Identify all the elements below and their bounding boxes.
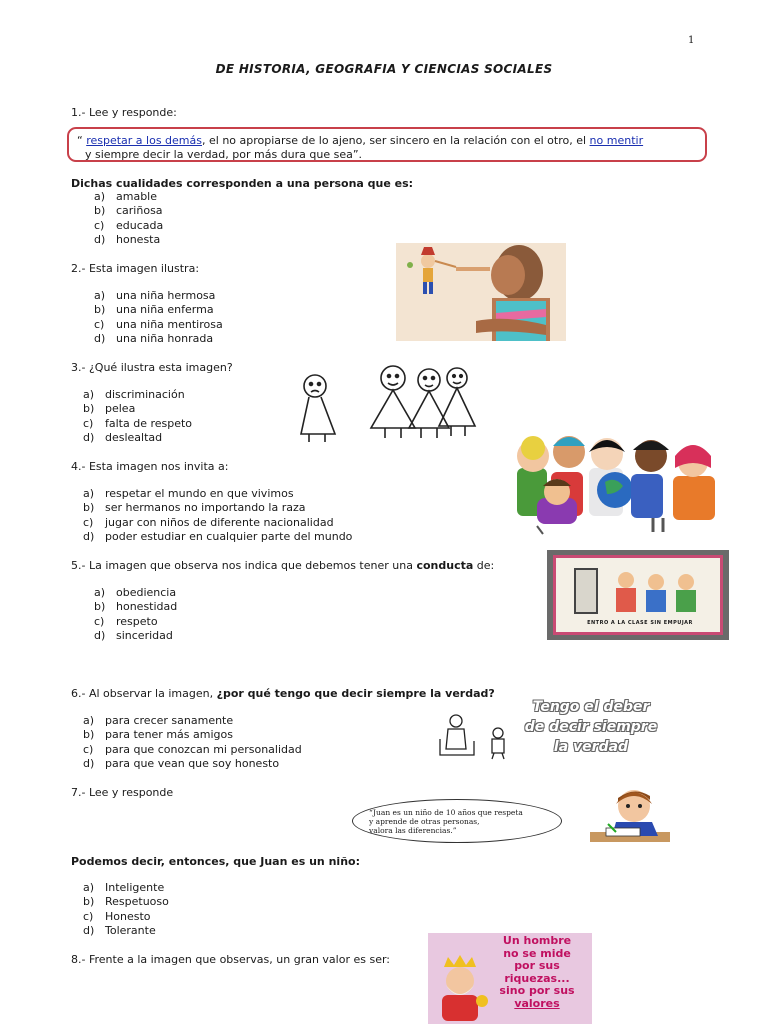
list-item: b) Respetuoso (83, 895, 169, 909)
page-number: 1 (688, 35, 695, 46)
speech-bubble-text: “Juan es un niño de 10 años que respeta y aprende de otras personas, valora las diferencias.” (369, 808, 523, 835)
question-4-options (83, 487, 352, 544)
question-7-options (83, 881, 169, 938)
page-title: DE HISTORIA, GEOGRAFIA Y CIENCIAS SOCIALES (215, 62, 553, 76)
list-item: b) una niña enferma (94, 303, 214, 317)
list-item: a) amable (94, 190, 158, 203)
question-2-label: 2.- Esta imagen ilustra: (71, 262, 200, 275)
list-item: b) para tener más amigos (83, 728, 233, 742)
list-item: c) jugar con niños de diferente nacionalidad (83, 515, 334, 529)
speech-bubble (352, 799, 562, 843)
quote-open: “ (77, 134, 87, 147)
child-body-1 (616, 588, 636, 612)
list-item: a) Inteligente (83, 881, 165, 894)
question-1-label: 1.- Lee y responde: (71, 106, 177, 119)
stick-figures-image (291, 362, 481, 444)
list-item: c) respeto (94, 614, 158, 628)
question-5-options (94, 586, 177, 643)
list-item: b) ser hermanos no importando la raza (83, 501, 306, 515)
list-item: c) una niña mentirosa (94, 317, 223, 331)
list-item: c) para que conozcan mi personalidad (83, 742, 302, 756)
quote-line-2: y siempre decir la verdad, por más dura que sea”. (85, 148, 363, 161)
list-item: a) para crecer sanamente (83, 714, 234, 727)
question-6-options (83, 714, 302, 771)
question-4-label: 4.- Esta imagen nos invita a: (71, 460, 229, 473)
poster-frame (553, 555, 723, 635)
classroom-poster-image (547, 550, 729, 640)
question-7-prompt: Podemos decir, entonces, que Juan es un niño: (71, 855, 360, 868)
question-8-label: 8.- Frente a la imagen que observas, un gran valor es ser: (71, 953, 391, 966)
diverse-children-image (513, 428, 721, 536)
door-icon (574, 568, 598, 614)
child-head-2 (648, 574, 664, 590)
question-3-label: 3.- ¿Qué ilustra esta imagen? (71, 361, 233, 374)
question-6-label: 6.- Al observar la imagen, ¿por qué tengo que decir siempre la verdad? (71, 687, 495, 700)
quote-link-no-mentir[interactable]: no mentir (589, 134, 644, 147)
question-5-label: 5.- La imagen que observa nos indica que debemos tener una conducta de: (71, 559, 495, 572)
question-1-prompt: Dichas cualidades corresponden a una persona que es: (71, 177, 414, 190)
question-3-options (83, 388, 192, 445)
list-item: d) honesta (94, 232, 161, 246)
list-item: c) falta de respeto (83, 416, 193, 430)
quote-line-1 (77, 134, 643, 147)
list-item: d) Tolerante (83, 923, 156, 937)
child-body-3 (676, 590, 696, 612)
pinocchio-girl-illustration (396, 243, 566, 341)
list-item: a) obediencia (94, 586, 177, 599)
list-item: a) una niña hermosa (94, 289, 216, 302)
list-item: d) poder estudiar en cualquier parte del mundo (83, 529, 353, 543)
list-item: d) sinceridad (94, 628, 173, 642)
list-item: a) respetar el mundo en que vivimos (83, 487, 294, 500)
values-poster-text: Un hombre no se mide por sus riquezas... sino por sus valores (499, 934, 575, 1010)
list-item: d) para que vean que soy honesto (83, 756, 280, 770)
pinocchio-girl-image (396, 243, 566, 341)
boy-writing-illustration (586, 786, 678, 848)
stick-figures-illustration (291, 362, 481, 444)
king-cartoon-illustration (428, 955, 492, 1023)
list-item: a) discriminación (83, 388, 185, 401)
quote-link-respetar[interactable]: respetar a los demás (86, 134, 202, 147)
list-item: d) una niña honrada (94, 331, 214, 345)
man-and-child-sketch (434, 711, 514, 761)
boy-writing-image (586, 786, 678, 848)
question-1-options (94, 190, 163, 247)
list-item: b) honestidad (94, 600, 178, 614)
question-2-options (94, 289, 223, 346)
list-item: c) Honesto (83, 909, 151, 923)
truth-duty-image (434, 697, 664, 765)
truth-duty-text: Tengo el deber de decir siempre la verdad (524, 699, 658, 755)
diverse-children-illustration (513, 428, 721, 536)
child-head-1 (618, 572, 634, 588)
child-body-2 (646, 590, 666, 612)
poster-caption: ENTRO A LA CLASE SIN EMPUJAR (587, 620, 693, 626)
list-item: c) educada (94, 218, 164, 232)
list-item: b) cariñosa (94, 204, 163, 218)
list-item: d) deslealtad (83, 430, 163, 444)
quote-middle: , el no apropiarse de lo ajeno, ser sincero en la relación con el otro, el (202, 134, 590, 147)
values-poster-image (428, 933, 592, 1024)
question-7-label: 7.- Lee y responde (71, 786, 174, 799)
child-head-3 (678, 574, 694, 590)
list-item: b) pelea (83, 402, 136, 416)
